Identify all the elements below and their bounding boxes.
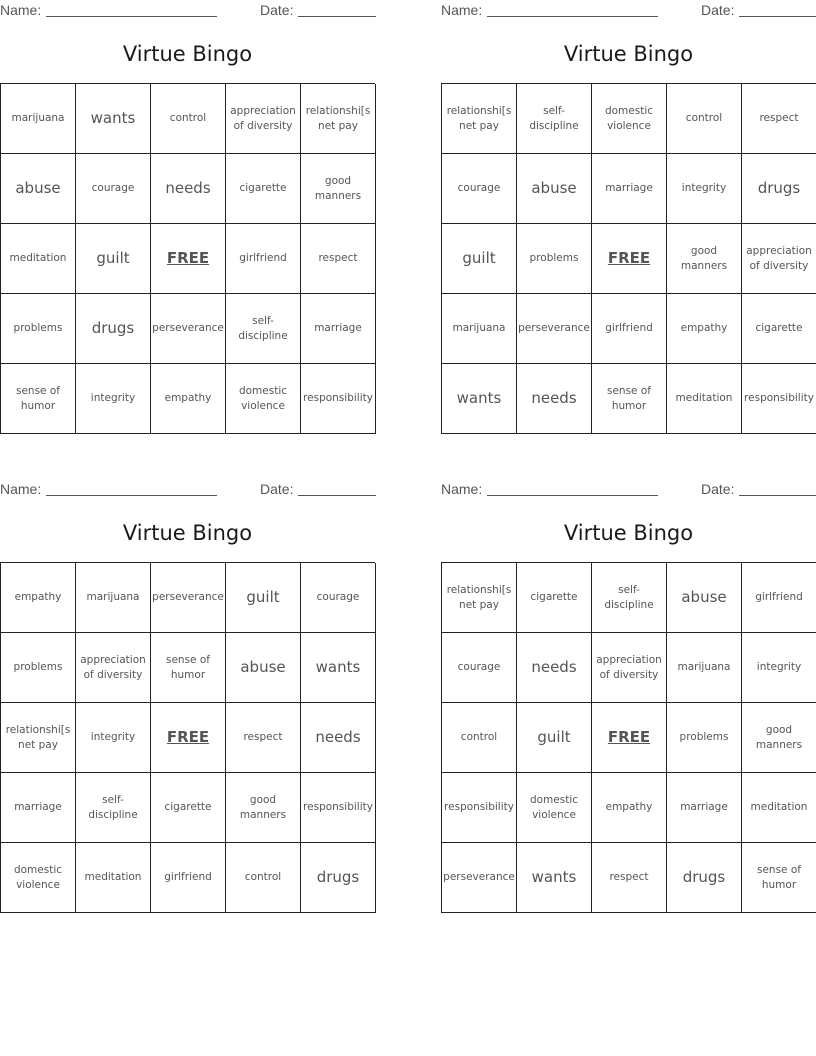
name-blank-line	[487, 495, 658, 496]
bingo-cell: good manners	[742, 703, 816, 773]
bingo-cell: respect	[742, 84, 816, 154]
bingo-grid	[0, 83, 375, 434]
bingo-cell: responsibility	[301, 773, 376, 843]
bingo-cell: control	[226, 843, 301, 913]
bingo-grid	[0, 562, 375, 913]
card-header	[441, 2, 816, 20]
bingo-cell: guilt	[226, 563, 301, 633]
bingo-cell: wants	[517, 843, 592, 913]
date-blank-line	[739, 16, 816, 17]
bingo-cell: empathy	[667, 294, 742, 364]
bingo-cell: cigarette	[151, 773, 226, 843]
bingo-cell: needs	[517, 364, 592, 434]
card-title: Virtue Bingo	[122, 521, 253, 545]
bingo-cell: perseverance	[151, 294, 226, 364]
bingo-cell: marijuana	[442, 294, 517, 364]
bingo-cell: girlfriend	[592, 294, 667, 364]
bingo-cell: courage	[76, 154, 151, 224]
bingo-cell: marriage	[1, 773, 76, 843]
date-blank-line	[739, 495, 816, 496]
bingo-cell: cigarette	[517, 563, 592, 633]
bingo-cell: domestic violence	[592, 84, 667, 154]
date-blank-line	[298, 16, 376, 17]
bingo-cell: drugs	[667, 843, 742, 913]
bingo-card	[0, 479, 376, 919]
bingo-cell: self-discipline	[226, 294, 301, 364]
bingo-cell: control	[442, 703, 517, 773]
bingo-cell: problems	[1, 294, 76, 364]
bingo-card	[441, 0, 816, 440]
bingo-cell: drugs	[742, 154, 816, 224]
date-blank-line	[298, 495, 376, 496]
bingo-grid	[441, 83, 816, 434]
name-blank-line	[46, 16, 217, 17]
bingo-cell: perseverance	[151, 563, 226, 633]
bingo-cell: marriage	[667, 773, 742, 843]
bingo-cell: perseverance	[442, 843, 517, 913]
bingo-cell: respect	[226, 703, 301, 773]
bingo-cell: responsibility	[742, 364, 816, 434]
free-space-cell: FREE	[592, 703, 667, 773]
card-header	[441, 481, 816, 499]
bingo-cell: domestic violence	[517, 773, 592, 843]
card-header	[0, 481, 376, 499]
bingo-cell: self-discipline	[517, 84, 592, 154]
bingo-cell: sense of humor	[592, 364, 667, 434]
bingo-cell: responsibility	[442, 773, 517, 843]
bingo-cell: sense of humor	[1, 364, 76, 434]
bingo-cell: cigarette	[742, 294, 816, 364]
bingo-cell: wants	[76, 84, 151, 154]
date-label: Date:	[701, 481, 735, 497]
bingo-cell: abuse	[1, 154, 76, 224]
bingo-cell: needs	[151, 154, 226, 224]
bingo-cell: control	[151, 84, 226, 154]
bingo-cell: guilt	[76, 224, 151, 294]
free-space-cell: FREE	[151, 703, 226, 773]
bingo-cell: problems	[667, 703, 742, 773]
bingo-cell: self-discipline	[592, 563, 667, 633]
bingo-cell: cigarette	[226, 154, 301, 224]
bingo-cell: meditation	[76, 843, 151, 913]
bingo-cell: appreciation of diversity	[742, 224, 816, 294]
bingo-cell: relationshi[s net pay	[1, 703, 76, 773]
bingo-cell: appreciation of diversity	[76, 633, 151, 703]
bingo-cell: appreciation of diversity	[226, 84, 301, 154]
bingo-cell: relationshi[s net pay	[301, 84, 376, 154]
bingo-cell: perseverance	[517, 294, 592, 364]
card-title: Virtue Bingo	[563, 521, 694, 545]
bingo-cell: marijuana	[1, 84, 76, 154]
bingo-cell: drugs	[301, 843, 376, 913]
bingo-cell: responsibility	[301, 364, 376, 434]
bingo-cell: good manners	[301, 154, 376, 224]
bingo-cell: good manners	[667, 224, 742, 294]
name-blank-line	[46, 495, 217, 496]
bingo-cell: abuse	[226, 633, 301, 703]
name-blank-line	[487, 16, 658, 17]
bingo-cell: integrity	[76, 703, 151, 773]
bingo-cell: good manners	[226, 773, 301, 843]
bingo-cell: domestic violence	[226, 364, 301, 434]
bingo-cell: meditation	[742, 773, 816, 843]
bingo-cell: appreciation of diversity	[592, 633, 667, 703]
bingo-cell: guilt	[517, 703, 592, 773]
bingo-cell: needs	[517, 633, 592, 703]
bingo-cell: sense of humor	[742, 843, 816, 913]
bingo-cell: empathy	[1, 563, 76, 633]
bingo-cell: respect	[592, 843, 667, 913]
bingo-cell: abuse	[667, 563, 742, 633]
card-title: Virtue Bingo	[122, 42, 253, 66]
bingo-cell: problems	[517, 224, 592, 294]
name-label: Name:	[441, 481, 483, 497]
name-label: Name:	[441, 2, 483, 18]
bingo-cell: girlfriend	[742, 563, 816, 633]
bingo-cell: relationshi[s net pay	[442, 563, 517, 633]
bingo-cell: girlfriend	[226, 224, 301, 294]
bingo-cell: sense of humor	[151, 633, 226, 703]
bingo-cell: meditation	[667, 364, 742, 434]
name-label: Name:	[0, 2, 42, 18]
bingo-cell: meditation	[1, 224, 76, 294]
bingo-cell: needs	[301, 703, 376, 773]
date-label: Date:	[260, 481, 294, 497]
bingo-cell: integrity	[742, 633, 816, 703]
bingo-cell: courage	[442, 154, 517, 224]
date-label: Date:	[701, 2, 735, 18]
bingo-cell: integrity	[667, 154, 742, 224]
bingo-cell: marijuana	[76, 563, 151, 633]
bingo-cell: self-discipline	[76, 773, 151, 843]
bingo-cell: marijuana	[667, 633, 742, 703]
bingo-cell: guilt	[442, 224, 517, 294]
bingo-cell: relationshi[s net pay	[442, 84, 517, 154]
bingo-cell: wants	[301, 633, 376, 703]
bingo-cell: marriage	[301, 294, 376, 364]
bingo-cell: empathy	[592, 773, 667, 843]
bingo-cell: wants	[442, 364, 517, 434]
bingo-cell: respect	[301, 224, 376, 294]
card-title: Virtue Bingo	[563, 42, 694, 66]
bingo-card	[441, 479, 816, 919]
bingo-cell: courage	[301, 563, 376, 633]
free-space-cell: FREE	[592, 224, 667, 294]
bingo-cell: control	[667, 84, 742, 154]
bingo-cell: domestic violence	[1, 843, 76, 913]
bingo-cell: drugs	[76, 294, 151, 364]
bingo-cell: courage	[442, 633, 517, 703]
bingo-cell: integrity	[76, 364, 151, 434]
bingo-grid	[441, 562, 816, 913]
bingo-cell: marriage	[592, 154, 667, 224]
card-header	[0, 2, 376, 20]
bingo-cell: empathy	[151, 364, 226, 434]
bingo-cell: abuse	[517, 154, 592, 224]
date-label: Date:	[260, 2, 294, 18]
free-space-cell: FREE	[151, 224, 226, 294]
bingo-cell: problems	[1, 633, 76, 703]
bingo-card	[0, 0, 376, 440]
bingo-cell: girlfriend	[151, 843, 226, 913]
name-label: Name:	[0, 481, 42, 497]
